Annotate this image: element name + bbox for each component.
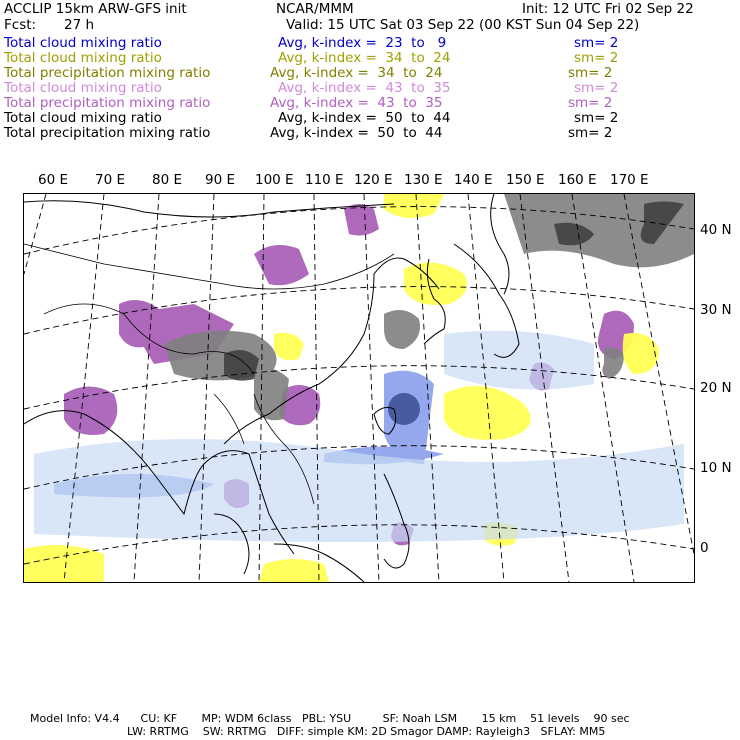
model-info-line-1: Model Info: V4.4 CU: KF MP: WDM 6class PBL: YSU SF: Noah LSM 15 km 51 levels 90 sec — [30, 712, 630, 725]
legend-row-1-sm: sm= 2 — [574, 35, 619, 51]
lon-label-70e: 70 E — [95, 172, 125, 188]
light-blue-cloud-areas — [34, 331, 684, 542]
legend-row-2-sm: sm= 2 — [574, 50, 619, 66]
legend-row-6-field: Total cloud mixing ratio — [4, 110, 162, 126]
legend-row-5-avg: Avg, k-index = 43 to 35 — [270, 95, 443, 111]
model-info-line-2: LW: RRTMG SW: RRTMG DIFF: simple KM: 2D Smagor DAMP: Rayleigh3 SFLAY: MM5 — [127, 725, 606, 738]
lat-label-20n: 20 N — [700, 380, 732, 396]
legend-row-4-sm: sm= 2 — [574, 80, 619, 96]
legend-row-3-avg: Avg, k-index = 34 to 24 — [270, 65, 443, 81]
organization: NCAR/MMM — [276, 1, 354, 17]
lon-label-160e: 160 E — [558, 172, 597, 188]
legend-row-3-sm: sm= 2 — [568, 65, 613, 81]
lat-label-40n: 40 N — [700, 222, 732, 238]
lon-label-120e: 120 E — [354, 172, 393, 188]
lon-label-90e: 90 E — [205, 172, 235, 188]
legend-row-2-avg: Avg, k-index = 34 to 24 — [278, 50, 451, 66]
lon-label-130e: 130 E — [404, 172, 443, 188]
legend-row-6-sm: sm= 2 — [574, 110, 619, 126]
legend-row-1-field: Total cloud mixing ratio — [4, 35, 162, 51]
lat-label-10n: 10 N — [700, 460, 732, 476]
init-time: Init: 12 UTC Fri 02 Sep 22 — [522, 1, 694, 17]
lon-label-170e: 170 E — [610, 172, 649, 188]
legend-row-7-field: Total precipitation mixing ratio — [4, 125, 211, 141]
legend-row-3-field: Total precipitation mixing ratio — [4, 65, 211, 81]
legend-row-6-avg: Avg, k-index = 50 to 44 — [278, 110, 451, 126]
legend-row-7-sm: sm= 2 — [568, 125, 613, 141]
legend-row-2-field: Total cloud mixing ratio — [4, 50, 162, 66]
lon-label-140e: 140 E — [454, 172, 493, 188]
lon-label-60e: 60 E — [38, 172, 68, 188]
lon-label-110e: 110 E — [305, 172, 344, 188]
field-shading — [24, 194, 694, 582]
model-title: ACCLIP 15km ARW-GFS init — [4, 1, 187, 17]
legend-row-4-avg: Avg, k-index = 43 to 35 — [278, 80, 451, 96]
map-panel — [23, 193, 695, 583]
legend-row-5-field: Total precipitation mixing ratio — [4, 95, 211, 111]
lat-label-30n: 30 N — [700, 302, 732, 318]
map-canvas — [24, 194, 694, 582]
valid-time: Valid: 15 UTC Sat 03 Sep 22 (00 KST Sun 04 Sep 22) — [286, 17, 640, 33]
lat-label-0: 0 — [700, 540, 709, 556]
legend-row-5-sm: sm= 2 — [568, 95, 613, 111]
forecast-label: Fcst: — [4, 17, 37, 33]
legend-row-1-avg: Avg, k-index = 23 to 9 — [278, 35, 447, 51]
legend-row-7-avg: Avg, k-index = 50 to 44 — [270, 125, 443, 141]
lon-label-100e: 100 E — [255, 172, 294, 188]
legend-row-4-field: Total cloud mixing ratio — [4, 80, 162, 96]
forecast-hours: 27 h — [64, 17, 95, 33]
lon-label-150e: 150 E — [506, 172, 545, 188]
lon-label-80e: 80 E — [152, 172, 182, 188]
